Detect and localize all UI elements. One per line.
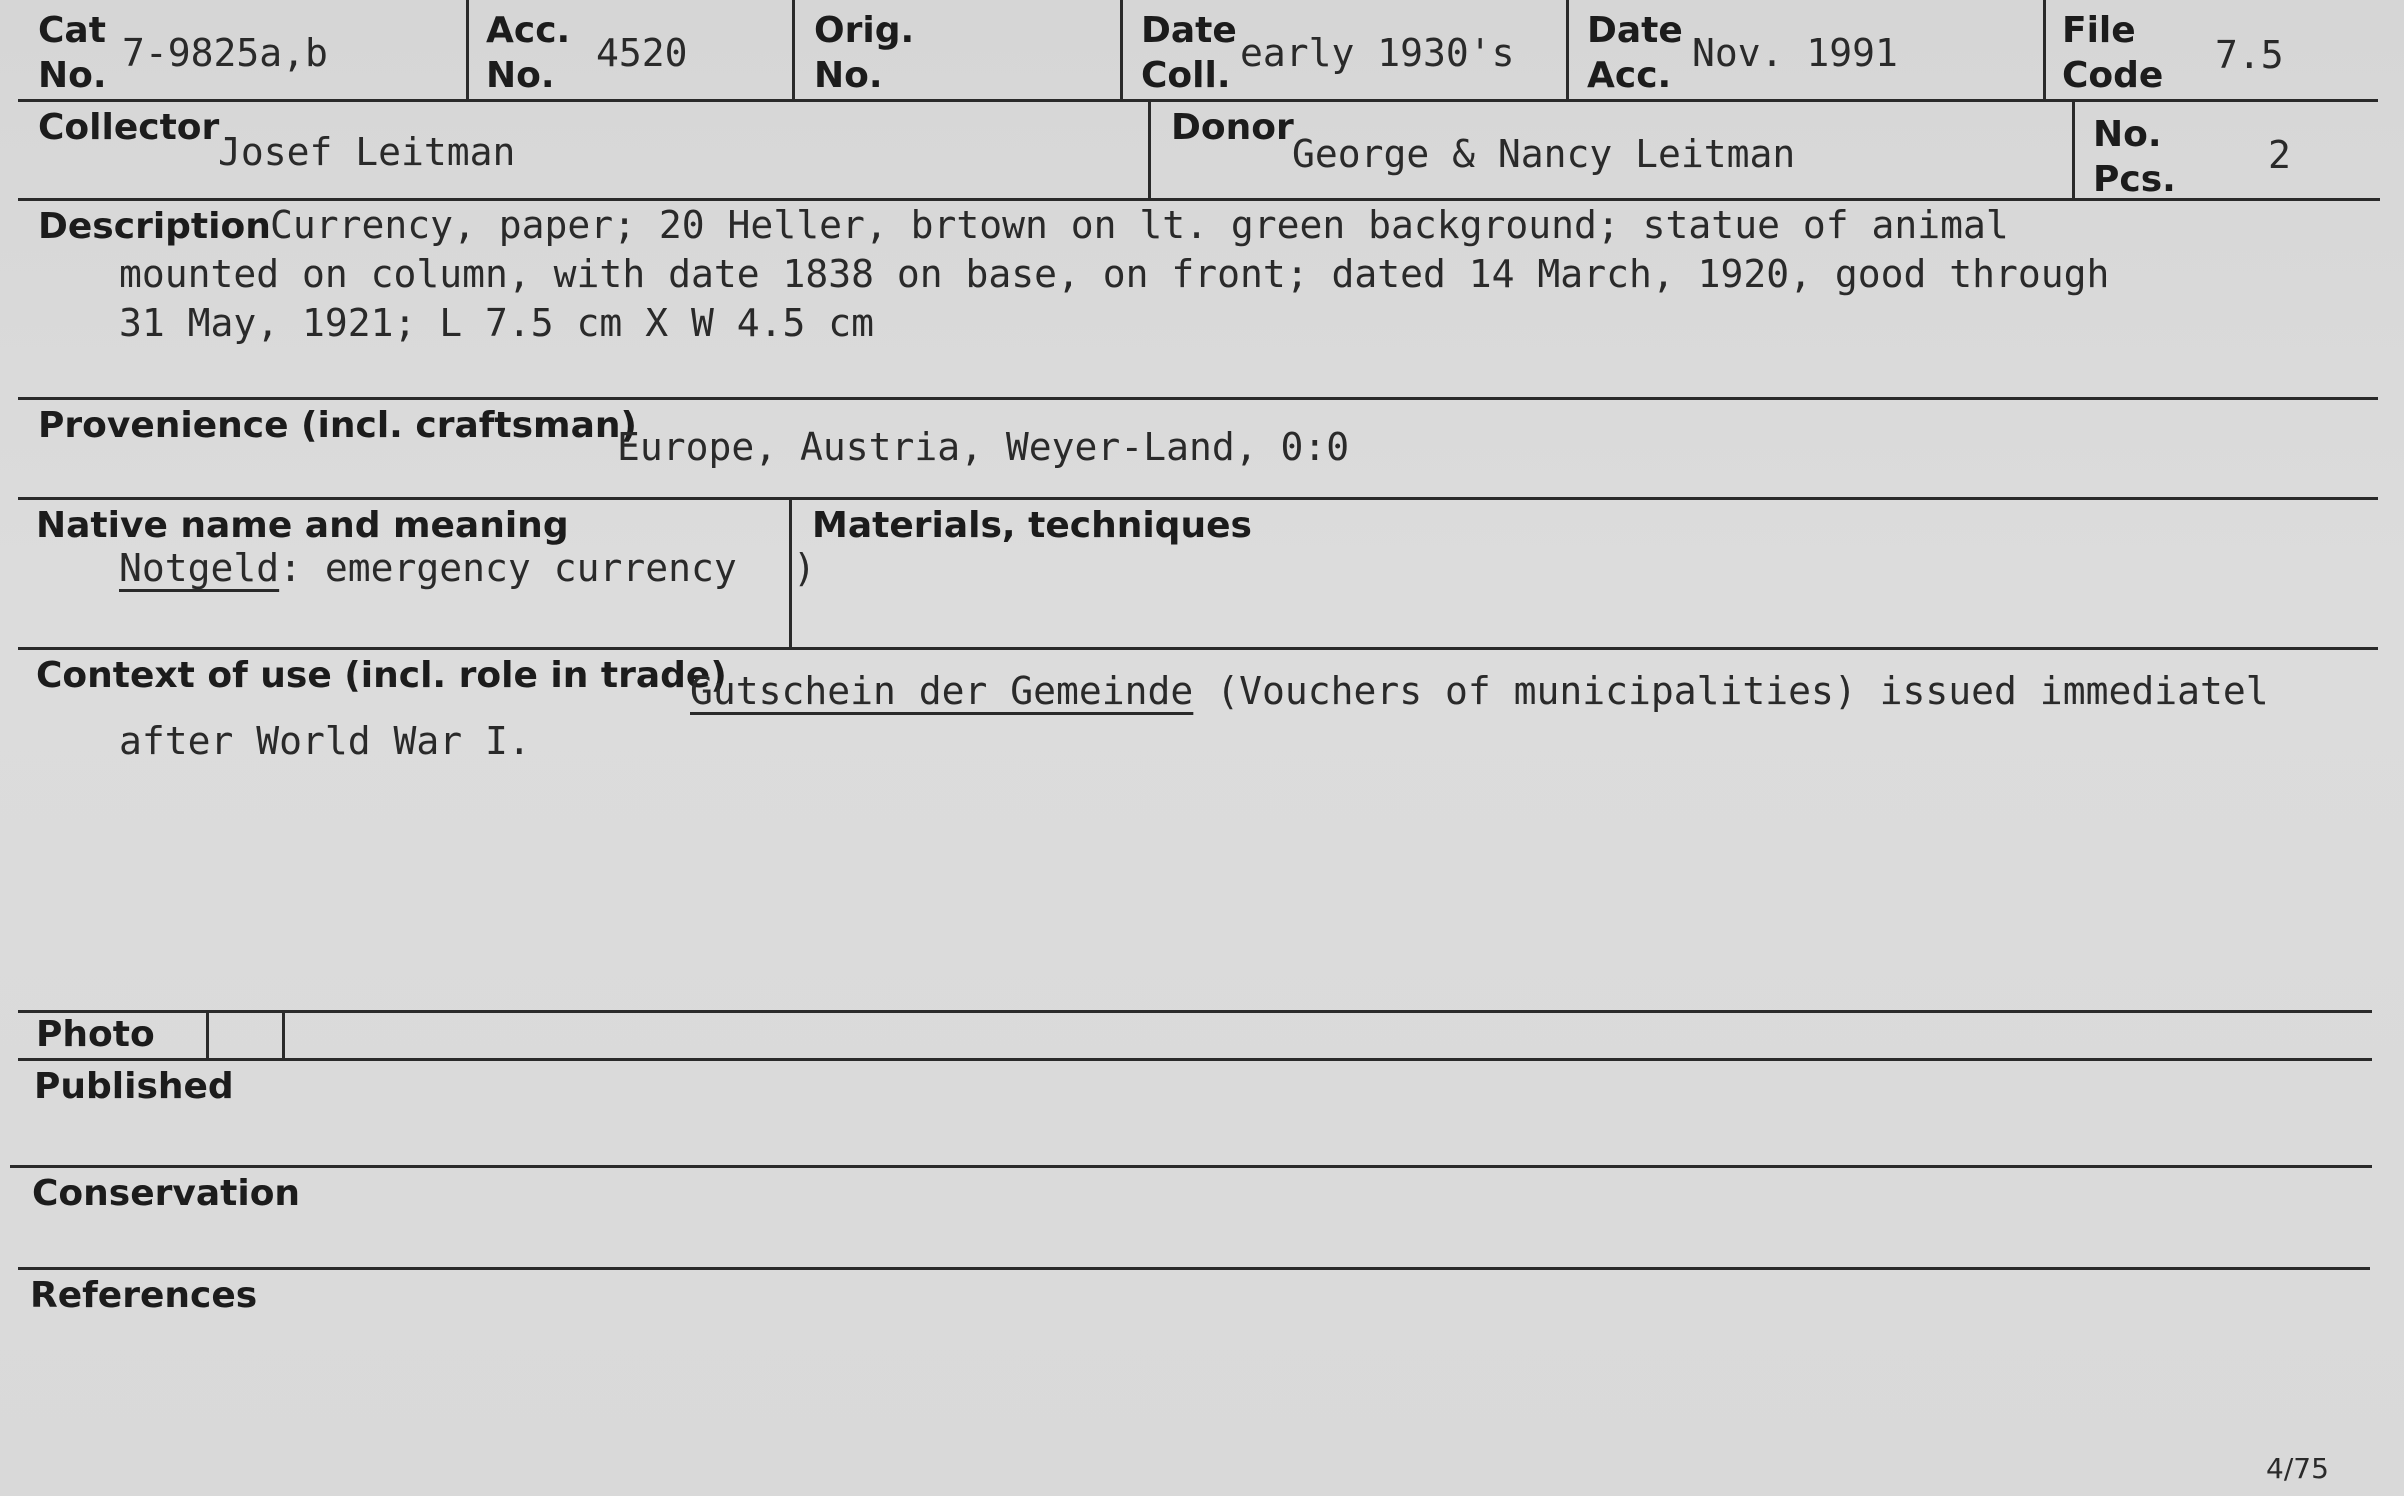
date-coll-label-coll: Coll. xyxy=(1141,55,1231,96)
date-acc-label-acc: Acc. xyxy=(1587,55,1672,96)
description-line-3: 31 May, 1921; L 7.5 cm X W 4.5 cm xyxy=(119,301,874,345)
acc-no-value: 4520 xyxy=(596,31,688,75)
divider-acc-orig xyxy=(792,0,795,100)
provenience-label: Provenience (incl. craftsman) xyxy=(38,405,637,446)
photo-label: Photo xyxy=(36,1014,155,1055)
collector-value: Josef Leitman xyxy=(218,130,516,174)
context-term: Gutschein der Gemeinde xyxy=(690,669,1194,713)
date-acc-label xyxy=(1587,8,1683,98)
file-label-file: File xyxy=(2062,10,2136,51)
divider-donor-pcs xyxy=(2072,100,2075,200)
donor-value: George & Nancy Leitman xyxy=(1292,132,1796,176)
cat-no-value: 7-9825a,b xyxy=(122,31,328,75)
cat-no-label-no: No. xyxy=(38,55,107,96)
date-coll-label-date: Date xyxy=(1141,10,1237,51)
file-code-label xyxy=(2062,8,2163,98)
pcs-value: 2 xyxy=(2268,133,2291,177)
materials-value: ) xyxy=(793,546,816,590)
form-number: 4/75 xyxy=(2266,1452,2329,1485)
orig-label: Orig. xyxy=(814,10,915,51)
pcs-label-pcs: Pcs. xyxy=(2093,159,2176,200)
rule-conservation-bottom xyxy=(18,1267,2370,1270)
context-value-line-2: after World War I. xyxy=(119,719,531,763)
pcs-label-no: No. xyxy=(2093,114,2162,155)
divider-native-materials xyxy=(789,498,792,648)
date-coll-label xyxy=(1141,8,1237,98)
photo-box-divider-2 xyxy=(282,1011,285,1059)
donor-label: Donor xyxy=(1171,107,1294,148)
rule-provenience-bottom xyxy=(18,497,2378,500)
acc-no-label-no: No. xyxy=(486,55,555,96)
references-label: References xyxy=(30,1275,258,1316)
pcs-label xyxy=(2093,112,2176,202)
date-acc-value: Nov. 1991 xyxy=(1692,31,1898,75)
native-term: Notgeld xyxy=(119,546,280,590)
provenience-value: Europe, Austria, Weyer-Land, 0:0 xyxy=(617,425,1350,469)
published-label: Published xyxy=(34,1066,234,1107)
rule-context-bottom xyxy=(18,1010,2372,1013)
materials-label: Materials, techniques xyxy=(812,505,1252,546)
context-rest: (Vouchers of municipalities) issued immediatel xyxy=(1193,669,2269,713)
rule-photo-bottom xyxy=(18,1058,2372,1061)
description-label: Description xyxy=(38,206,271,247)
native-meaning: : emergency currency xyxy=(279,546,737,590)
cat-label: Cat xyxy=(38,10,106,51)
divider-datecoll-dateacc xyxy=(1566,0,1569,100)
cat-no-label xyxy=(38,8,107,98)
acc-label: Acc. xyxy=(486,10,571,51)
orig-no-label xyxy=(814,8,914,98)
orig-no-label-no: No. xyxy=(814,55,883,96)
file-code-value: 7.5 xyxy=(2215,33,2284,77)
rule-description-bottom xyxy=(18,397,2378,400)
date-coll-value: early 1930's xyxy=(1240,31,1515,75)
rule-native-bottom xyxy=(18,647,2378,650)
collector-label: Collector xyxy=(38,107,220,148)
acc-no-label xyxy=(486,8,570,98)
divider-dateacc-file xyxy=(2043,0,2046,100)
native-name-value xyxy=(119,546,737,590)
conservation-label: Conservation xyxy=(32,1173,301,1214)
rule-header-bottom xyxy=(18,99,2378,102)
photo-box-divider-1 xyxy=(206,1011,209,1059)
description-line-1: Currency, paper; 20 Heller, brtown on lt. green background; statue of animal xyxy=(270,203,2009,247)
divider-collector-donor xyxy=(1148,100,1151,199)
context-value-line-1 xyxy=(690,669,2269,713)
rule-published-bottom xyxy=(10,1165,2372,1168)
divider-cat-acc xyxy=(466,0,469,100)
divider-orig-datecoll xyxy=(1120,0,1123,100)
date-acc-label-date: Date xyxy=(1587,10,1683,51)
description-line-2: mounted on column, with date 1838 on base, on front; dated 14 March, 1920, good through xyxy=(119,252,2110,296)
file-label-code: Code xyxy=(2062,55,2164,96)
native-name-label: Native name and meaning xyxy=(36,505,569,546)
context-label: Context of use (incl. role in trade) xyxy=(36,655,727,696)
